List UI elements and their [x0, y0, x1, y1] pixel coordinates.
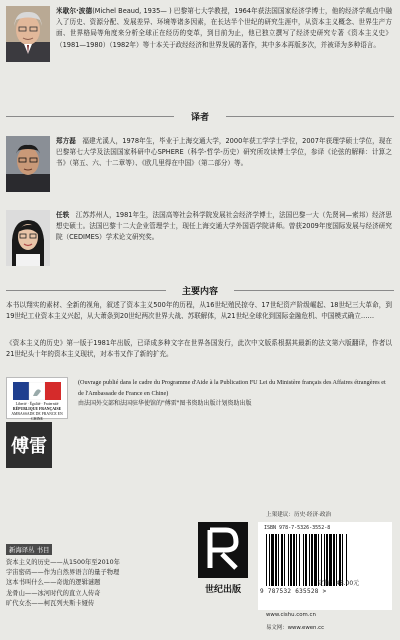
- french-republic-logo: [6, 377, 68, 419]
- translator-bio-1: 福建尤溪人，1978年生，毕业于上海交通大学，2000年获工学学士学位，2007年获理学硕士学位，现在巴黎第七大学及法国国家科研中心SPHERE（科学-哲学-历史）研究所攻读博士学位，参译《论弦的解释：计算之书》（第五、六、十二章等）、《欧几里得在中国》（第二部分）等。: [56, 137, 392, 168]
- barcode-bar: [305, 534, 307, 586]
- barcode-bar: [296, 534, 297, 586]
- barcode-bar: [281, 534, 283, 586]
- barcode-bar: [311, 534, 313, 586]
- series-item: 这本书叫什么——奇诡的逻辑谜题: [6, 579, 101, 587]
- website: www.cishu.com.cn: [266, 612, 316, 618]
- translator-bio-2: 江苏苏州人，1981年生，法国高等社会科学院发展社会经济学博士，法国巴黎一大（先贤祠—索邦）经济思想史硕士。法国巴黎十二大企业管理学士，现任上海交通大学外国语学院讲师。曾获2009年度国际发展与经济研究院（CEDIMES）学术论文研究奖。: [56, 211, 393, 242]
- barcode-bar: [271, 534, 274, 586]
- publisher-name: 世纪出版: [204, 585, 242, 595]
- translator-section-2: [6, 210, 392, 244]
- series-item: 资本主义的历史——从1500年至2010年: [6, 559, 120, 566]
- translator-photo-1: [6, 136, 50, 192]
- author-bio: 巴黎第七大学教授，1964年获法国国家经济学博士，他的经济学观点中融入了历史、资源分配、发展差异、环境等诸多因素，在长达半个世纪的研究生涯中，从资本主义概念、世界生产方面、世界格局等角度来分析全球正在经历的变革，到目前为止，他已独立撰写了经济史研究专著《资本主义史》（1981—1980）（1982年）等十本关于政经经济和世界发展的著作，其中多本再版多次，并被译为多种语言。: [56, 7, 392, 49]
- barcode-bar: [309, 534, 310, 586]
- barcode-bar: [284, 534, 285, 586]
- series-item: 龙骨山——冰河时代的直立人传奇: [6, 589, 101, 597]
- french-embassy-text: AMBASSADE DE FRANCE EN CHINE: [11, 412, 63, 421]
- translator-name-1: 郑方磊: [56, 137, 76, 145]
- french-note-chinese: 由法国外交部和法国驻华使馆的"傅雷"图书资助出版计划资助出版: [78, 400, 252, 408]
- series-item: 宇宙密码——作为自然界语言的量子物理: [6, 569, 120, 577]
- ewen-site: 易文网：www.ewen.cc: [266, 625, 325, 631]
- barcode-bar: [314, 534, 317, 586]
- series-header: 新海译丛 书目: [6, 544, 52, 555]
- divider-right-2: [234, 290, 394, 291]
- isbn-barcode: [258, 522, 392, 610]
- barcode-bar: [290, 534, 292, 586]
- translator-section-1: [6, 136, 392, 170]
- series-item: 旷代女杰——柯瓦列夫斯卡娅传: [6, 599, 95, 607]
- translators-title: 译者: [190, 113, 209, 123]
- fu-lei-logo-text: 傅雷: [11, 436, 47, 457]
- author-name-latin: (Michel Beaud, 1935— ): [92, 7, 172, 15]
- french-flag-icon: [13, 382, 61, 400]
- barcode-bar: [299, 534, 300, 586]
- translator-photo-2: [6, 210, 50, 266]
- main-content-title: 主要内容: [181, 287, 218, 297]
- shelving-advice: 上架建议：历史·经济·政治: [266, 512, 332, 518]
- fu-lei-logo: [6, 422, 52, 468]
- french-republic-text: RÉPUBLIQUE FRANÇAISE: [12, 407, 62, 411]
- translator-name-2: 任轶: [56, 211, 70, 219]
- author-photo: [6, 6, 50, 62]
- author-name: 米歇尔·波德: [56, 7, 93, 15]
- barcode-bar: [266, 534, 267, 586]
- french-motto: Liberté · Égalité · Fraternité: [15, 402, 59, 406]
- publishing-note: 《资本主义的历史》第一版于1981年出版，已译成多种文字在世界各国发行，此次中文版系根据其最新的法文第六版翻译，作者以21世纪头十年的资本主义现状，对本书又作了新的扩充。: [6, 339, 392, 359]
- barcode-bar: [288, 534, 289, 586]
- isbn-label: ISBN 978-7-5326-3552-8: [264, 525, 331, 531]
- series-box: [6, 537, 132, 609]
- barcode-bar: [303, 534, 304, 586]
- french-note-text: (Ouvrage publié dans le cadre du Programme d'Aide à la Publication FU Lei du Ministère français des Affaires étrangères et de l'Ambassade de France en Chine): [78, 379, 386, 397]
- barcode-bar: [293, 534, 295, 586]
- barcode-bar: [275, 534, 277, 586]
- french-aid-note: [78, 378, 388, 410]
- author-section: [6, 6, 392, 51]
- publisher-logo: [196, 520, 250, 598]
- barcode-bar: [269, 534, 270, 586]
- divider-right: [226, 116, 394, 117]
- isbn-number: 9 787532 635528 >: [260, 588, 327, 595]
- summary-text: 本书以翔实的素材、全新的视角，叙述了资本主义500年的历程，从16世纪殖民掠夺、17世纪资产阶级崛起、18世纪三大革命，到19世纪工业资本主义兴起，从大萧条到20世纪两次世界大战、苏联解体，从21世纪全球化到国际金融危机、中国模式确立……: [6, 301, 392, 321]
- price: 定价：48.00元: [318, 580, 360, 587]
- barcode-bar: [278, 534, 279, 586]
